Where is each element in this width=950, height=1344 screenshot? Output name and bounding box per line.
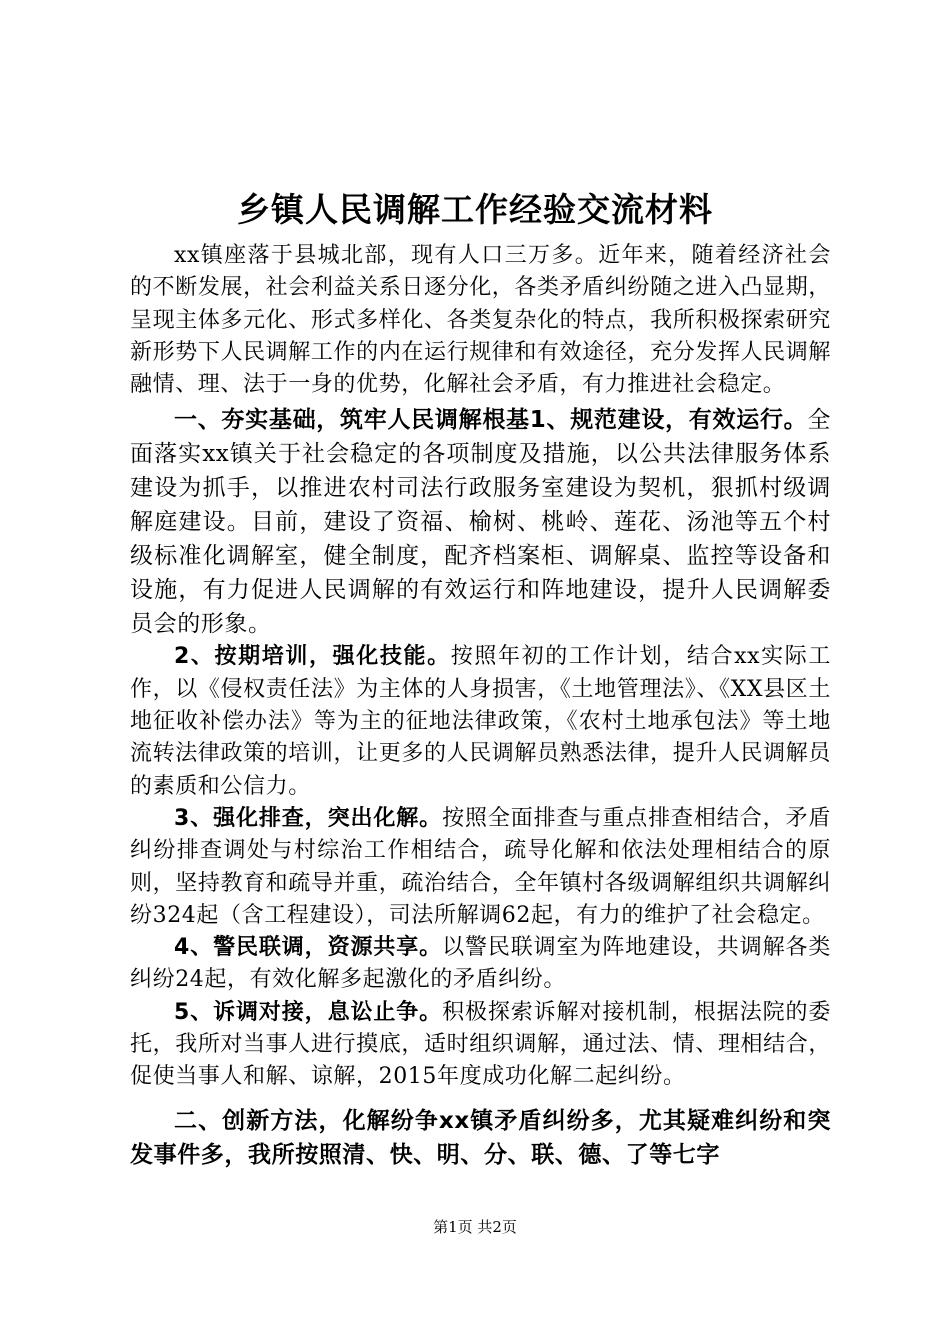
paragraph-text: 积极探索诉解对接机制，根据法院的委托，我所对当事人进行摸底，适时组织调解，通过法、情、理相结合，促使当事人和解、谅解，2015年度成功化解二起纠纷。 <box>130 999 831 1090</box>
paragraph-lead: 3、强化排查，突出化解。 <box>174 805 443 831</box>
court-mediation-paragraph <box>130 997 831 1094</box>
paragraph-text: 全面落实xx镇关于社会稳定的各项制度及措施，以公共法律服务体系建设为抓手，以推进农村司法行政服务室建设为契机，狠抓村级调解庭建设。目前，建设了资福、榆树、桃岭、莲花、汤池等五个村级标准化调解室，健全制度，配齐档案柜、调解桌、监控等设备和设施，有力促进人民调解的有效运行和阵地建设，提升人民调解委员会的形象。 <box>130 407 831 638</box>
document-body <box>130 240 831 1172</box>
paragraph-lead: 二、创新方法，化解纷争xx镇矛盾纠纷多，尤其疑难纠纷和突发事件多，我所按照清、快、明、分、联、德、了等七字 <box>130 1107 831 1168</box>
intro-paragraph <box>130 240 831 401</box>
paragraph-text: 按照全面排查与重点排查相结合，矛盾纠纷排查调处与村综治工作相结合，疏导化解和依法处理相结合的原则，坚持教育和疏导并重，疏治结合，全年镇村各级调解组织共调解纠纷324起（含工程建设），司法所解调62起，有力的维护了社会稳定。 <box>130 805 831 928</box>
paragraph-text: 按照年初的工作计划，结合xx实际工作，以《侵权责任法》为主体的人身损害，《土地管理法》、《XX县区土地征收补偿办法》等为主的征地法律政策，《农村土地承包法》等土地流转法律政策的培训，让更多的人民调解员熟悉法律，提升人民调解员的素质和公信力。 <box>130 644 831 799</box>
section-two-paragraph <box>130 1104 831 1172</box>
document-title: 乡镇人民调解工作经验交流材料 <box>237 190 713 229</box>
training-paragraph <box>130 641 831 802</box>
paragraph-lead: 4、警民联调，资源共享。 <box>174 935 443 961</box>
paragraph-text: 以警民联调室为阵地建设，共调解各类纠纷24起，有效化解多起激化的矛盾纠纷。 <box>130 935 831 993</box>
page-number-footer: 第1页 共2页 <box>433 1218 517 1236</box>
investigation-paragraph <box>130 803 831 932</box>
paragraph-lead: 2、按期培训，强化技能。 <box>174 644 451 670</box>
paragraph-lead: 5、诉调对接，息讼止争。 <box>174 999 443 1025</box>
police-mediation-paragraph <box>130 932 831 997</box>
section-one-paragraph <box>130 403 831 641</box>
paragraph-text: xx镇座落于县城北部，现有人口三万多。近年来，随着经济社会的不断发展，社会利益关系日逐分化，各类矛盾纠纷随之进入凸显期，呈现主体多元化、形式多样化、各类复杂化的特点，我所积极探索研究新形势下人民调解工作的内在运行规律和有效途径，充分发挥人民调解融情、理、法于一身的优势，化解社会矛盾，有力推进社会稳定。 <box>130 243 831 398</box>
paragraph-lead: 一、夯实基础，筑牢人民调解根基1、规范建设，有效运行。 <box>174 407 808 434</box>
